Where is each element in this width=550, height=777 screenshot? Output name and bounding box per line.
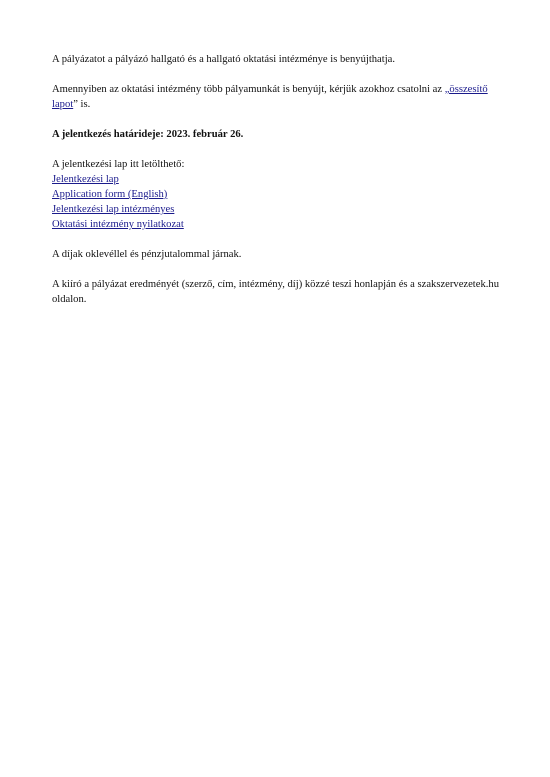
summary-sheet-link[interactable]: „összesítő lapot (52, 84, 488, 110)
summary-sheet-suffix: ” is. (73, 99, 91, 110)
download-section (52, 157, 502, 232)
prizes-paragraph: A díjak oklevéllel és pénzjutalommal járnak. (52, 249, 242, 260)
results-paragraph: A kiíró a pályázat eredményét (szerző, cím, intézmény, díj) közzé teszi honlapján és a szakszervezetek.hu oldalon. (52, 279, 499, 305)
summary-sheet-paragraph (52, 82, 502, 112)
application-form-english-link[interactable]: Application form (English) (52, 189, 168, 200)
document-body (52, 52, 502, 322)
deadline-heading: A jelentkezés határideje: 2023. február 26. (52, 129, 244, 140)
summary-sheet-text: Amennyiben az oktatási intézmény több pályamunkát is benyújt, kérjük azokhoz csatolni az (52, 84, 445, 95)
application-form-link[interactable]: Jelentkezési lap (52, 174, 119, 185)
download-intro: A jelentkezési lap itt letölthető: (52, 159, 185, 170)
institution-declaration-link[interactable]: Oktatási intézmény nyilatkozat (52, 219, 184, 230)
institutional-application-form-link[interactable]: Jelentkezési lap intézményes (52, 204, 175, 215)
submission-paragraph: A pályázatot a pályázó hallgató és a hallgató oktatási intézménye is benyújthatja. (52, 54, 395, 65)
